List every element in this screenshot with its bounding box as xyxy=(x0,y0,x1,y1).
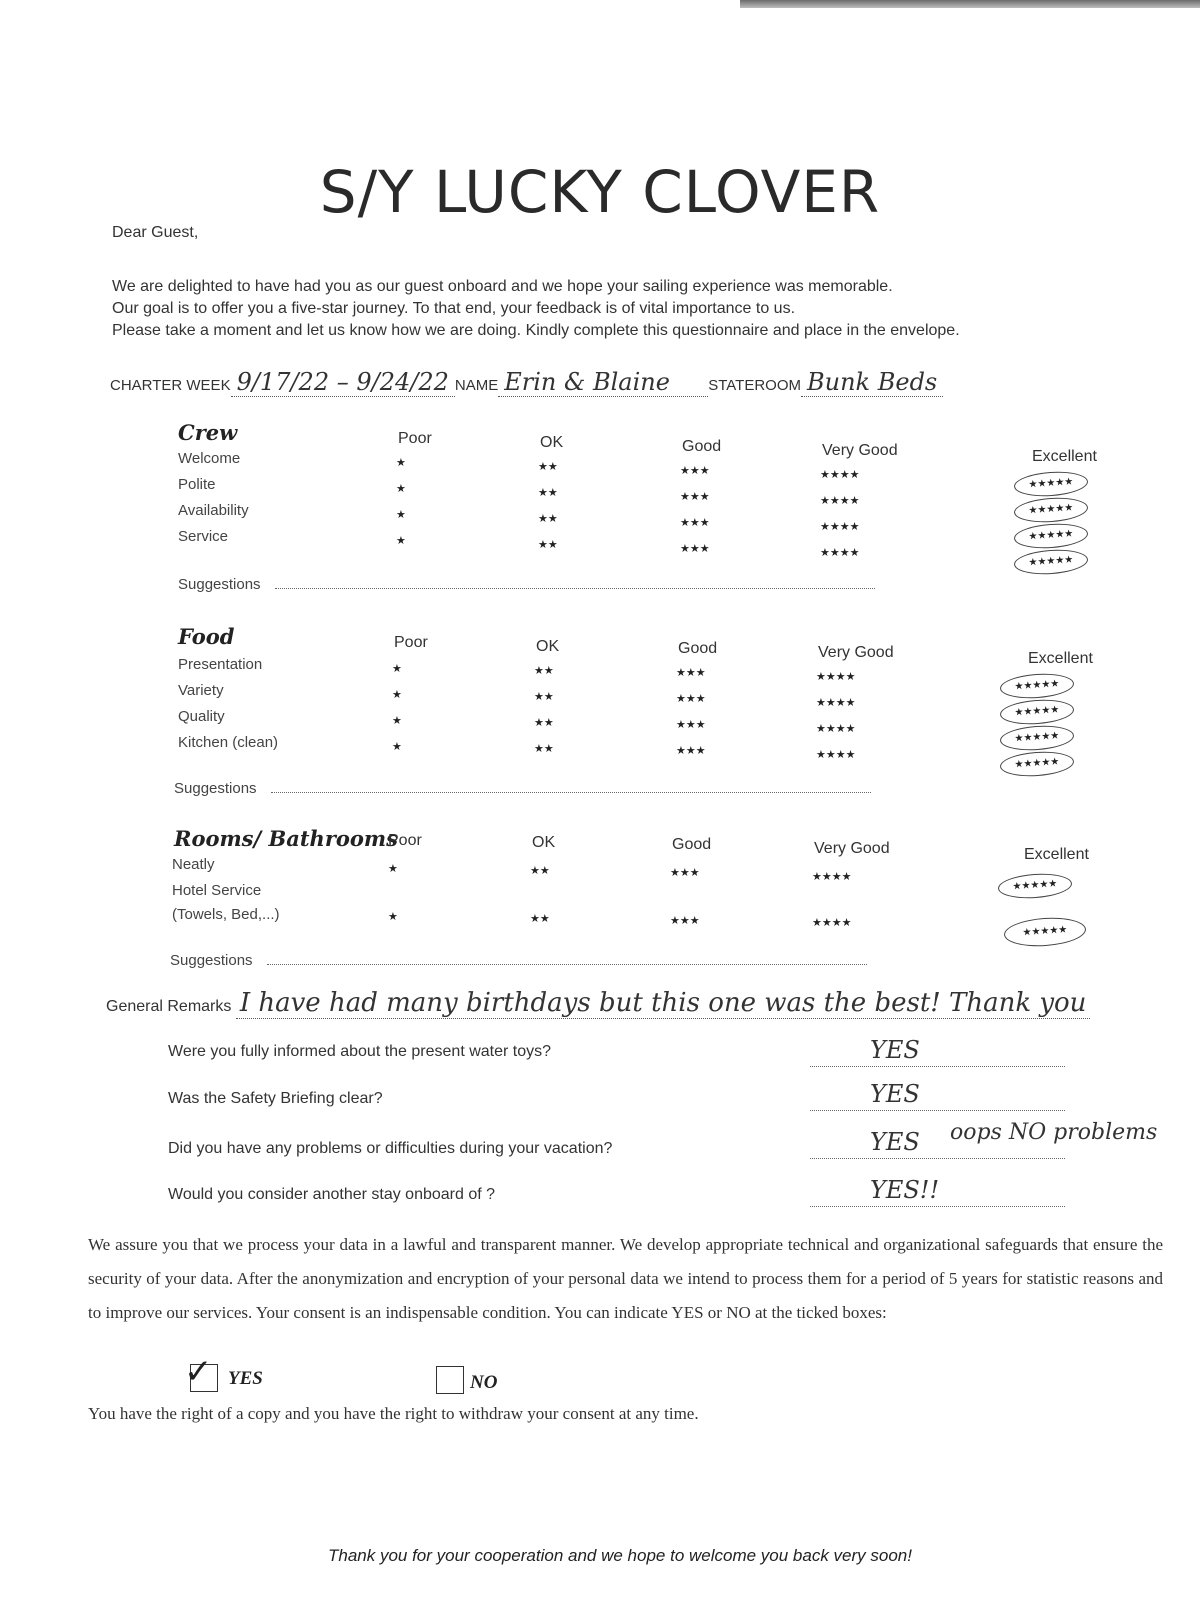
answer-value: YES xyxy=(870,1036,920,1064)
row-label: Welcome xyxy=(178,450,241,467)
question-another-stay: Would you consider another stay onboard of ? xyxy=(168,1186,496,1203)
star-4[interactable]: ★★★★ xyxy=(816,749,856,761)
star-2[interactable]: ★★ xyxy=(530,913,550,925)
star-3[interactable]: ★★★ xyxy=(676,693,706,705)
star-2[interactable]: ★★ xyxy=(534,665,554,677)
star-1[interactable]: ★ xyxy=(396,535,406,547)
star-2[interactable]: ★★ xyxy=(538,487,558,499)
star-2[interactable]: ★★ xyxy=(534,743,554,755)
rooms-suggestions xyxy=(170,952,867,969)
star-4[interactable]: ★★★★ xyxy=(820,547,860,559)
answer-another-stay[interactable] xyxy=(810,1178,1065,1207)
star-1[interactable]: ★ xyxy=(388,863,398,875)
rating-row-kitchen xyxy=(178,734,1128,771)
col-ok: OK xyxy=(540,434,564,451)
col-ok: OK xyxy=(536,638,560,655)
rights-statement: You have the right of a copy and you have the right to withdraw your consent at any time. xyxy=(88,1404,699,1423)
star-1[interactable]: ★ xyxy=(392,689,402,701)
name-value: Erin & Blaine xyxy=(504,368,670,396)
star-3[interactable]: ★★★ xyxy=(680,517,710,529)
star-4[interactable]: ★★★★ xyxy=(820,495,860,507)
star-1[interactable]: ★ xyxy=(392,715,402,727)
intro-line-1: We are delighted to have had you as our guest onboard and we hope your sailing experience was memorable. xyxy=(112,278,893,295)
star-1[interactable]: ★ xyxy=(392,741,402,753)
answer-safety-briefing[interactable] xyxy=(810,1082,1065,1111)
star-2[interactable]: ★★ xyxy=(534,717,554,729)
suggestions-field[interactable] xyxy=(267,964,867,965)
row-label: (Towels, Bed,...) xyxy=(172,906,280,923)
suggestions-label: Suggestions xyxy=(178,576,261,593)
answer-value: YES xyxy=(870,1128,920,1156)
suggestions-field[interactable] xyxy=(275,588,875,589)
col-good: Good xyxy=(672,836,712,853)
star-5-circled[interactable]: ★★★★★ xyxy=(999,723,1074,752)
star-2[interactable]: ★★ xyxy=(534,691,554,703)
col-poor: Poor xyxy=(388,832,422,849)
star-2[interactable]: ★★ xyxy=(530,865,550,877)
star-1[interactable]: ★ xyxy=(396,509,406,521)
star-4[interactable]: ★★★★ xyxy=(816,723,856,735)
crew-heading: Crew xyxy=(178,420,238,445)
consent-no-label: NO xyxy=(470,1372,498,1393)
star-4[interactable]: ★★★★ xyxy=(816,697,856,709)
star-5-circled[interactable]: ★★★★★ xyxy=(999,697,1074,726)
remarks-label: General Remarks xyxy=(106,998,232,1015)
consent-yes-label: YES xyxy=(228,1368,263,1389)
star-3[interactable]: ★★★ xyxy=(676,719,706,731)
col-ok: OK xyxy=(532,834,556,851)
col-very-good: Very Good xyxy=(822,442,898,459)
greeting: Dear Guest, xyxy=(112,224,199,241)
food-heading: Food xyxy=(178,624,235,649)
row-label: Presentation xyxy=(178,656,263,673)
suggestions-label: Suggestions xyxy=(174,780,257,797)
col-very-good: Very Good xyxy=(814,840,890,857)
answer-value: YES!! xyxy=(870,1176,940,1204)
row-label: Availability xyxy=(178,502,249,519)
stateroom-value: Bunk Beds xyxy=(807,368,938,396)
row-label: Neatly xyxy=(172,856,215,873)
footer-thanks: Thank you for your cooperation and we hope to welcome you back very soon! xyxy=(327,1546,912,1565)
row-label: Variety xyxy=(178,682,224,699)
star-2[interactable]: ★★ xyxy=(538,461,558,473)
star-3[interactable]: ★★★ xyxy=(670,867,700,879)
col-excellent: Excellent xyxy=(1032,448,1097,465)
suggestions-label: Suggestions xyxy=(170,952,253,969)
answer-value: YES xyxy=(870,1080,920,1108)
rooms-heading: Rooms/ Bathrooms xyxy=(174,826,398,851)
charter-info-row xyxy=(110,368,943,397)
star-5-circled[interactable]: ★★★★★ xyxy=(1003,915,1087,949)
star-3[interactable]: ★★★ xyxy=(670,915,700,927)
star-1[interactable]: ★ xyxy=(392,663,402,675)
star-3[interactable]: ★★★ xyxy=(680,465,710,477)
col-excellent: Excellent xyxy=(1028,650,1093,667)
question-problems: Did you have any problems or difficulties during your vacation? xyxy=(168,1140,613,1157)
star-5-circled[interactable]: ★★★★★ xyxy=(1013,469,1088,498)
col-excellent: Excellent xyxy=(1024,846,1089,863)
star-4[interactable]: ★★★★ xyxy=(812,917,852,929)
star-1[interactable]: ★ xyxy=(396,457,406,469)
row-label: Quality xyxy=(178,708,225,725)
col-very-good: Very Good xyxy=(818,644,894,661)
intro-line-2: Our goal is to offer you a five-star journey. To that end, your feedback is of vital importance to us. xyxy=(112,300,796,317)
general-remarks xyxy=(106,988,1090,1018)
scan-edge-shadow xyxy=(740,0,1200,8)
star-5-circled[interactable]: ★★★★★ xyxy=(999,671,1074,700)
intro-line-3: Please take a moment and let us know how we are doing. Kindly complete this questionnaire and place in the envelope. xyxy=(112,322,960,339)
consent-paragraph: We assure you that we process your data in a lawful and transparent manner. We develop appropriate technical and organizational safeguards that ensure the security of your data. After the anonymization and encryption of your personal data we intend to process them for a period of 5 years for statistic reasons and to improve our services. Your consent is an indispensable condition. You can indicate YES or NO at the ticked boxes: xyxy=(88,1235,1163,1322)
intro-paragraph xyxy=(112,276,960,342)
stateroom-field[interactable] xyxy=(801,368,943,397)
answer-water-toys[interactable] xyxy=(810,1038,1065,1067)
star-4[interactable]: ★★★★ xyxy=(816,671,856,683)
page-title: S/Y LUCKY CLOVER xyxy=(319,158,881,226)
star-3[interactable]: ★★★ xyxy=(680,543,710,555)
food-suggestions xyxy=(174,780,871,797)
consent-no-checkbox[interactable] xyxy=(436,1366,464,1394)
star-1[interactable]: ★ xyxy=(396,483,406,495)
star-4[interactable]: ★★★★ xyxy=(820,521,860,533)
charter-week-label: CHARTER WEEK xyxy=(110,377,231,394)
stateroom-label: STATEROOM xyxy=(708,377,801,394)
star-5-circled[interactable]: ★★★★★ xyxy=(1013,521,1088,550)
star-3[interactable]: ★★★ xyxy=(676,667,706,679)
row-label: Polite xyxy=(178,476,216,493)
charter-week-value: 9/17/22 – 9/24/22 xyxy=(236,368,449,396)
row-label: Hotel Service xyxy=(172,882,262,899)
rating-row-towels-bed xyxy=(172,906,1122,939)
name-field[interactable] xyxy=(498,368,708,397)
charter-week-field[interactable] xyxy=(231,368,455,397)
row-label: Service xyxy=(178,528,229,545)
star-1[interactable]: ★ xyxy=(388,911,398,923)
star-3[interactable]: ★★★ xyxy=(680,491,710,503)
star-5-circled[interactable]: ★★★★★ xyxy=(1013,495,1088,524)
suggestions-field[interactable] xyxy=(271,792,871,793)
row-label: Kitchen (clean) xyxy=(178,734,279,751)
question-safety-briefing: Was the Safety Briefing clear? xyxy=(168,1090,383,1107)
col-good: Good xyxy=(678,640,718,657)
star-4[interactable]: ★★★★ xyxy=(812,871,852,883)
rating-row-hotel-service xyxy=(172,882,1122,908)
star-5-circled[interactable]: ★★★★★ xyxy=(1013,547,1088,576)
answer-problems-note: oops NO problems xyxy=(950,1120,1158,1145)
name-label: NAME xyxy=(454,377,499,394)
col-poor: Poor xyxy=(398,430,432,447)
star-2[interactable]: ★★ xyxy=(538,539,558,551)
star-5-circled[interactable]: ★★★★★ xyxy=(997,871,1072,900)
star-5-circled[interactable]: ★★★★★ xyxy=(999,749,1074,778)
crew-suggestions xyxy=(178,576,875,593)
star-3[interactable]: ★★★ xyxy=(676,745,706,757)
star-4[interactable]: ★★★★ xyxy=(820,469,860,481)
checkmark-icon: ✓ xyxy=(184,1352,213,1392)
col-good: Good xyxy=(682,438,722,455)
question-water-toys: Were you fully informed about the present water toys? xyxy=(168,1043,552,1060)
rating-row-service xyxy=(178,528,1128,569)
star-2[interactable]: ★★ xyxy=(538,513,558,525)
remarks-field[interactable]: I have had many birthdays but this one was the best! Thank you xyxy=(236,988,1091,1019)
col-poor: Poor xyxy=(394,634,428,651)
